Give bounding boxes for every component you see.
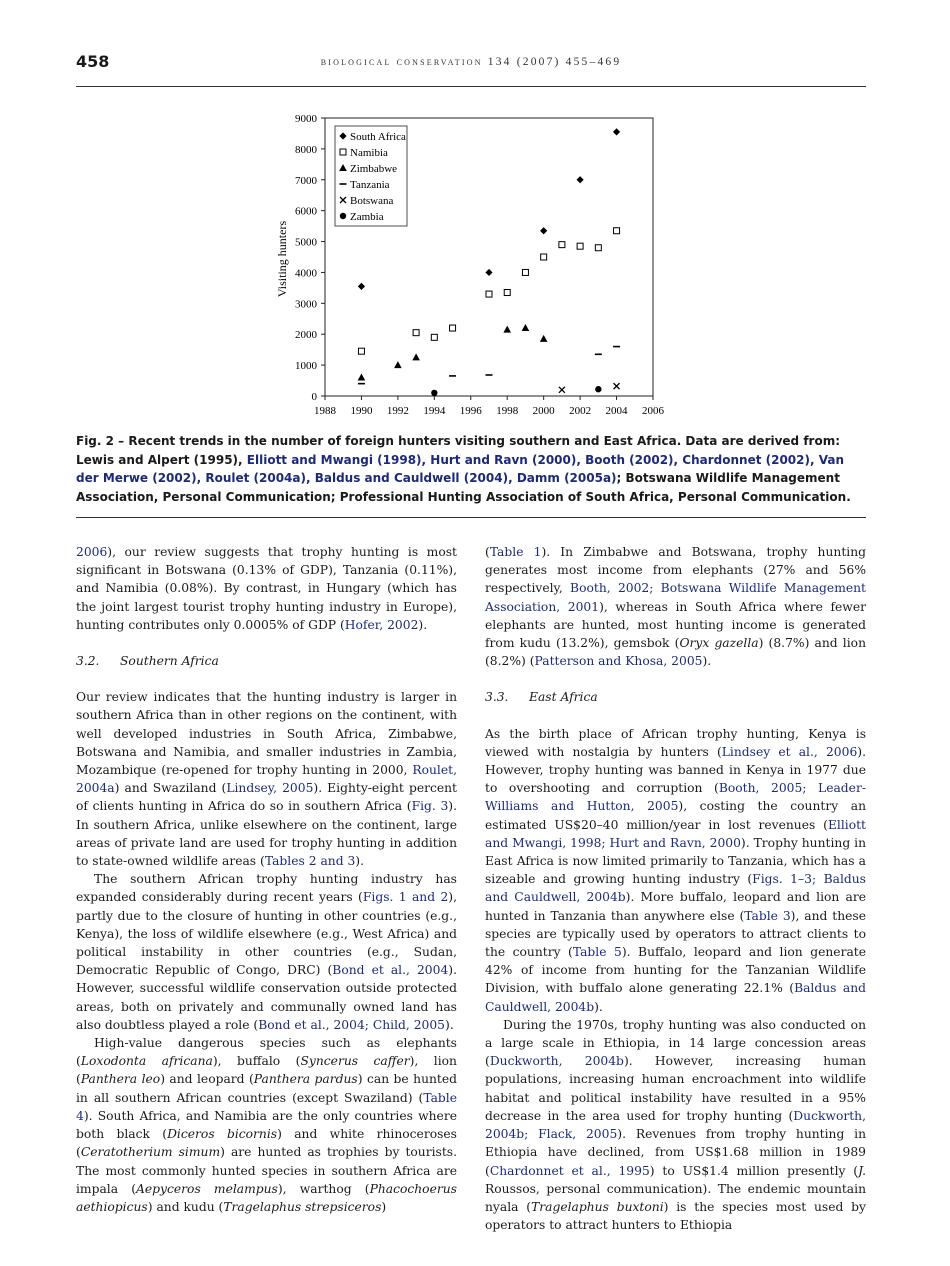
y-axis-label: Visiting hunters xyxy=(275,220,289,298)
species-name: J. xyxy=(858,1163,866,1178)
text-run: During the 1970s, trophy hunting was also conducted on a large scale in Ethiopia, in 14 large concession areas ( xyxy=(485,1017,866,1069)
legend-label: Zimbabwe xyxy=(350,163,398,175)
paragraph xyxy=(76,688,457,870)
paragraph xyxy=(485,1016,866,1234)
zambia-point xyxy=(431,390,437,396)
text-run: ). Buffalo, leopard and lion generate 42% of income from hunting for the Tanzanian Wildlife Division, with buffalo alone generating 22.1% ( xyxy=(485,945,866,996)
citation-link[interactable]: Chardonnet et al., 1995 xyxy=(489,1163,650,1178)
text-run: ), whereas in South Africa where fewer elephants are hunted, most hunting income is generated from kudu (13.2%), gemsbok ( xyxy=(485,599,866,651)
y-tick-label: 8000 xyxy=(295,143,317,156)
citation-link[interactable]: Lindsey et al., 2006 xyxy=(721,744,858,759)
y-tick-label: 2000 xyxy=(295,329,317,342)
text-run: ). Revenues from trophy hunting in Ethiopia have declined, from US$1.68 million in 1989 ( xyxy=(485,1127,867,1178)
text-run: ) and leopard ( xyxy=(160,1072,254,1087)
citation-link[interactable]: Elliott and Mwangi, 1998; Hurt and Ravn, 2000 xyxy=(485,817,866,850)
figure-2-scatter-chart xyxy=(270,108,680,428)
text-run: ) are hunted as trophies by tourists. The most commonly hunted species in southern Africa are impala ( xyxy=(76,1145,457,1196)
species-name: Oryx gazella xyxy=(679,636,759,651)
citation-link[interactable]: Patterson and Khosa, 2005 xyxy=(534,654,703,669)
y-tick-label: 0 xyxy=(311,391,317,403)
section-title: Southern Africa xyxy=(120,654,219,669)
section-heading-3-3 xyxy=(485,688,866,706)
citation-link[interactable]: Hofer, 2002 xyxy=(344,617,419,632)
y-tick-label: 6000 xyxy=(295,205,317,218)
x-tick-label: 1998 xyxy=(496,405,519,417)
citation-link[interactable]: Lindsey, 2005 xyxy=(226,781,314,796)
legend-marker xyxy=(340,149,346,155)
paragraph xyxy=(485,725,866,1016)
namibia-point xyxy=(431,334,437,340)
citation-link[interactable]: Booth, 2002; Botswana Wildlife Management Association, 2001 xyxy=(485,581,866,614)
text-run: ) (8.7%) and lion (8.2%) ( xyxy=(485,636,866,669)
namibia-point xyxy=(486,291,492,297)
citation-link[interactable]: Table 3 xyxy=(744,908,791,923)
legend-label: Namibia xyxy=(350,147,388,159)
species-name: Loxodonta africana xyxy=(80,1054,213,1069)
namibia-point xyxy=(559,242,565,248)
citation-link[interactable]: Duckworth, 2004b; Flack, 2005 xyxy=(485,1108,866,1142)
x-tick-label: 1996 xyxy=(459,405,482,417)
legend-label: South Africa xyxy=(350,131,406,143)
y-tick-label: 4000 xyxy=(295,267,317,280)
species-name: Panthera pardus xyxy=(253,1072,358,1087)
south-africa-point xyxy=(540,227,547,234)
south-africa-point xyxy=(577,176,584,183)
x-tick-label: 2002 xyxy=(569,405,592,417)
figure-caption xyxy=(76,432,866,506)
y-tick-label: 1000 xyxy=(295,360,317,373)
citation-link[interactable]: Figs. 1 and 2 xyxy=(362,890,449,905)
species-name: Syncerus caffer xyxy=(300,1054,410,1069)
x-tick-label: 1988 xyxy=(314,405,336,417)
text-run: ). xyxy=(702,654,712,669)
zimbabwe-point xyxy=(358,373,366,380)
left-column xyxy=(76,543,457,1216)
text-run: ). Eighty-eight percent of clients hunting in Africa do so in southern Africa ( xyxy=(76,781,457,814)
text-run: ), costing the country an estimated US$20–40 million/year in lost revenues ( xyxy=(485,799,866,832)
zimbabwe-point xyxy=(522,324,530,331)
namibia-point xyxy=(614,228,620,234)
text-run: ) and Swaziland ( xyxy=(114,781,227,796)
botswana-point xyxy=(614,383,620,389)
namibia-point xyxy=(522,269,528,275)
text-run: ). However, trophy hunting was banned in Kenya in 1977 due to overshooting and corruption ( xyxy=(485,744,866,796)
citation-link[interactable]: Bond et al., 2004; Child, 2005 xyxy=(258,1017,446,1032)
citation-link[interactable]: Tables 2 and 3 xyxy=(264,854,356,869)
text-run: ( xyxy=(485,545,490,559)
text-run: ) is the species most used by operators to attract hunters to Ethiopia xyxy=(485,1199,866,1233)
text-run: ). xyxy=(594,999,603,1014)
citation-link[interactable]: Booth, 2005; Leader-Williams and Hutton, 2005 xyxy=(485,781,866,814)
species-name: Diceros bicornis xyxy=(167,1127,278,1142)
y-tick-label: 7000 xyxy=(295,174,317,187)
x-tick-label: 1992 xyxy=(386,405,409,417)
x-tick-label: 2000 xyxy=(532,405,555,417)
citation-link[interactable]: Table 4 xyxy=(76,1090,457,1123)
journal-title: biological conservation 134 (2007) 455–469 xyxy=(320,56,622,68)
zambia-point xyxy=(595,386,601,392)
text-run: ). However, successful wildlife conservation outside protected areas, both on privately and communally owned land has also doubtless played a role ( xyxy=(76,963,457,1032)
botswana-point xyxy=(559,387,565,393)
species-name: Tragelaphus buxtoni xyxy=(531,1199,664,1214)
citation-link[interactable]: Fig. 3 xyxy=(411,799,449,814)
text-run: As the birth place of African trophy hunting, Kenya is viewed with nostalgia by hunters ( xyxy=(485,726,866,759)
paragraph xyxy=(76,870,457,1034)
section-heading-3-2 xyxy=(76,652,457,670)
running-header xyxy=(76,52,866,87)
text-run: ). Trophy hunting in East Africa is now limited primarily to Tanzania, which has a sizeable and growing hunting industry ( xyxy=(485,835,867,887)
text-run: ). In southern Africa, unlike elsewhere on the continent, large areas of private land are used for trophy hunting in addition to state-owned wildlife areas ( xyxy=(76,799,457,869)
text-run: High-value dangerous species such as elephants ( xyxy=(76,1036,457,1069)
namibia-point xyxy=(413,330,419,336)
citation-link[interactable]: Table 5 xyxy=(572,945,622,960)
caption-divider xyxy=(76,517,866,518)
legend-label: Botswana xyxy=(350,195,394,207)
text-run: ), and these species are typically used by operators to attract clients to the country ( xyxy=(485,908,866,960)
citation-link[interactable]: 2006 xyxy=(76,545,108,559)
legend-label: Zambia xyxy=(350,211,384,223)
text-run: ), lion ( xyxy=(76,1054,457,1087)
legend-label: Tanzania xyxy=(350,179,390,191)
namibia-point xyxy=(504,290,510,296)
namibia-point xyxy=(541,254,547,260)
namibia-point xyxy=(450,325,456,331)
y-tick-label: 9000 xyxy=(295,113,317,125)
text-run: The southern African trophy hunting industry has expanded considerably during recent years ( xyxy=(76,872,457,905)
y-tick-label: 5000 xyxy=(295,236,317,249)
right-column xyxy=(485,543,866,1234)
caption-text: Fig. 2 – Recent trends in the number of foreign hunters visiting southern and East Africa. Data are derived from: Lewis and Alpert (1995), xyxy=(76,434,841,467)
legend-marker xyxy=(340,213,346,219)
zimbabwe-point xyxy=(503,326,511,333)
x-tick-label: 2006 xyxy=(642,405,664,417)
x-tick-label: 1994 xyxy=(423,405,446,417)
text-run: ) and white rhinoceroses ( xyxy=(76,1127,457,1160)
namibia-point xyxy=(577,243,583,249)
text-run: ), warthog ( xyxy=(277,1181,370,1196)
south-africa-point xyxy=(358,283,365,290)
text-run: ). xyxy=(355,854,365,869)
section-number: 3.2. xyxy=(76,654,100,669)
paragraph xyxy=(76,543,457,634)
caption-tail: ; Botswana Wildlife Management Association, Personal Communication; Professional Hunting Association of South Africa, Personal Communication. xyxy=(76,471,851,504)
text-run: ). However, increasing human populations, increasing human encroachment into wildlife habitat and political instability have resulted in a 95% decrease in the area used for trophy hunting ( xyxy=(485,1054,866,1123)
species-name: Tragelaphus strepsiceros xyxy=(223,1199,382,1214)
zimbabwe-point xyxy=(412,353,420,360)
text-run: Roussos, personal communication). The endemic mountain nyala ( xyxy=(485,1181,866,1214)
text-run: ) to US$1.4 million presently ( xyxy=(649,1163,859,1178)
citation-link[interactable]: Baldus and Cauldwell, 2004b xyxy=(485,981,866,1014)
citation-link[interactable]: Bond et al., 2004 xyxy=(332,963,449,978)
text-run: ), partly due to the closure of hunting in other countries (e.g., Kenya), the loss of wildlife elsewhere (e.g., West Africa) and political instability in other countries (e.g., Sudan, Democratic Republic of Congo, DRC) ( xyxy=(76,890,457,978)
text-run: ) can be hunted in all southern African countries (except Swaziland) ( xyxy=(76,1072,457,1105)
section-number: 3.3. xyxy=(485,690,509,705)
text-run: ). More buffalo, leopard and lion are hunted in Tanzania than anywhere else ( xyxy=(485,890,866,923)
text-run: ). xyxy=(445,1017,454,1032)
x-tick-label: 2004 xyxy=(605,405,628,417)
paragraph xyxy=(485,543,866,670)
caption-refs[interactable]: Elliott and Mwangi (1998), Hurt and Ravn (2000), Booth (2002), Chardonnet (2002), Van der Merwe (2002), Roulet (2004a), Baldus and Cauldwell (2004), Damm (2005a) xyxy=(76,452,844,485)
page-number: 458 xyxy=(76,52,110,71)
text-run: ) and kudu ( xyxy=(147,1199,224,1214)
text-run: ), our review suggests that trophy hunting is most significant in Botswana (0.13% of GDP), Tanzania (0.11%), and Namibia (0.08%). By contrast, in Hungary (which has the joint largest tourist trophy hunting industry in Europe), hunting contributes only 0.0005% of GDP ( xyxy=(76,545,457,632)
text-run: ). South Africa, and Namibia are the only countries where both black ( xyxy=(76,1108,457,1142)
namibia-point xyxy=(595,245,601,251)
species-name: Ceratotherium simum xyxy=(80,1145,221,1160)
zimbabwe-point xyxy=(540,335,548,342)
text-run: ). In Zimbabwe and Botswana, trophy hunting generates most income from elephants (27% and 56% respectively, xyxy=(485,545,866,596)
citation-link[interactable]: Duckworth, 2004b xyxy=(489,1054,624,1069)
y-tick-label: 3000 xyxy=(295,298,317,311)
citation-link[interactable]: Figs. 1–3; Baldus and Cauldwell, 2004b xyxy=(485,872,866,905)
south-africa-point xyxy=(485,269,492,276)
text-run: ). xyxy=(418,617,428,632)
citation-link[interactable]: Roulet, 2004a xyxy=(76,763,457,796)
zimbabwe-point xyxy=(394,361,402,368)
namibia-point xyxy=(358,348,364,354)
x-tick-label: 1990 xyxy=(350,405,373,417)
section-title: East Africa xyxy=(529,690,598,705)
text-run: ) xyxy=(381,1199,387,1214)
species-name: Aepyceros melampus xyxy=(136,1181,278,1196)
species-name: Phacochoerus aethiopicus xyxy=(76,1181,457,1214)
text-run: Our review indicates that the hunting industry is larger in southern Africa than in other regions on the continent, with well developed industries in South Africa, Zimbabwe, Botswana and Namibia, and smaller industries in Zambia, Mozambique (re-opened for trophy hunting in 2000, xyxy=(76,690,457,778)
citation-link[interactable]: Table 1 xyxy=(489,545,542,559)
paragraph xyxy=(76,1034,457,1216)
south-africa-point xyxy=(613,128,620,135)
species-name: Panthera leo xyxy=(80,1072,161,1087)
text-run: ), buffalo ( xyxy=(212,1054,301,1069)
